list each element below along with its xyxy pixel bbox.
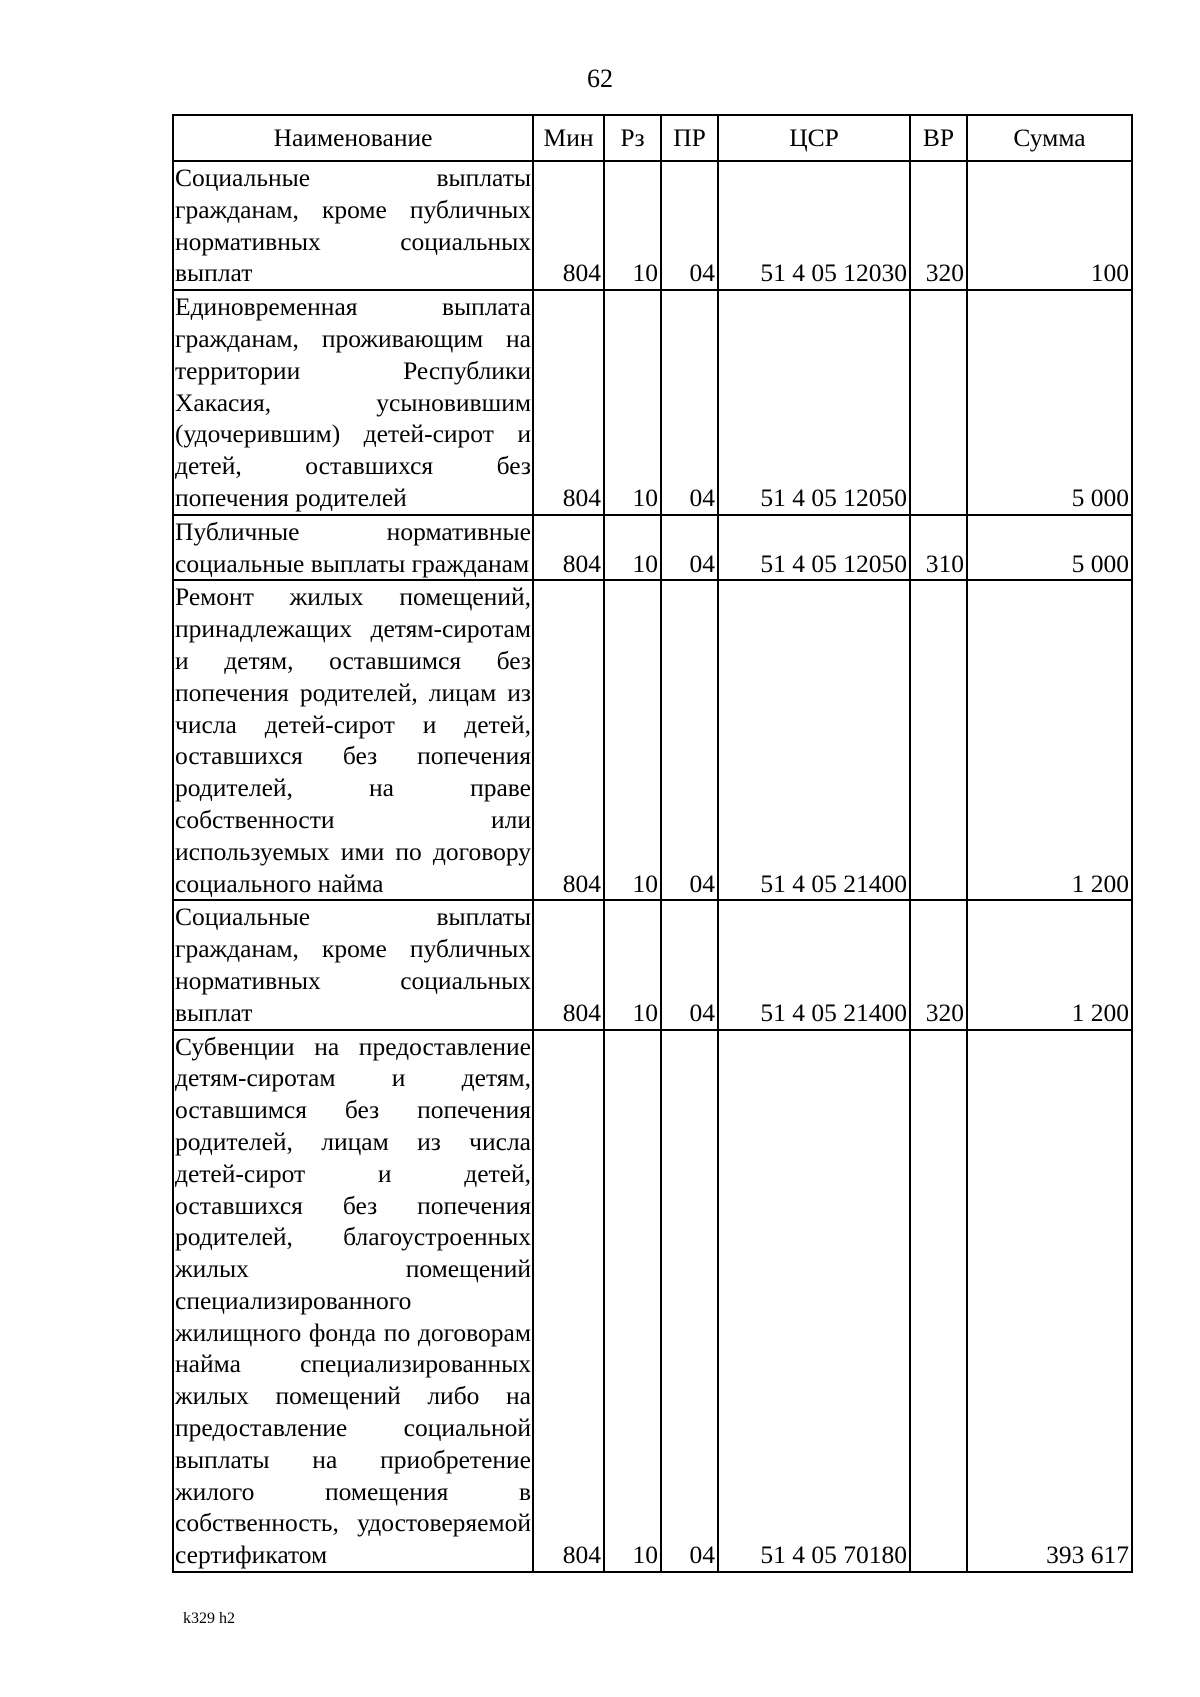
budget-table bbox=[172, 114, 1133, 1573]
row-pr: 04 bbox=[661, 900, 718, 1029]
row-sum: 1 200 bbox=[967, 900, 1132, 1029]
row-name: Субвенции на предоставление детям-сиротам и детям, оставшимся без попечения родителей, лицам из числа детей-сирот и детей, оставшихся без попечения родителей, благоустроенных жилых помещений специализированного жилищного фонда по договорам найма специализированных жилых помещений либо на предоставление социальной выплаты на приобретение жилого помещения в собственность, удостоверяемой сертификатом bbox=[173, 1030, 533, 1573]
row-csr: 51 4 05 12050 bbox=[718, 290, 910, 515]
row-pr: 04 bbox=[661, 1030, 718, 1573]
table-row bbox=[173, 515, 1132, 581]
header-vr: ВР bbox=[910, 115, 967, 161]
row-sum: 393 617 bbox=[967, 1030, 1132, 1573]
document-code: k329 h2 bbox=[183, 1610, 235, 1627]
row-name: Социальные выплаты гражданам, кроме публичных нормативных социальных выплат bbox=[173, 161, 533, 290]
row-csr: 51 4 05 70180 bbox=[718, 1030, 910, 1573]
row-pr: 04 bbox=[661, 515, 718, 581]
header-csr: ЦСР bbox=[718, 115, 910, 161]
row-pr: 04 bbox=[661, 290, 718, 515]
row-csr: 51 4 05 12030 bbox=[718, 161, 910, 290]
row-sum: 100 bbox=[967, 161, 1132, 290]
row-sum: 5 000 bbox=[967, 290, 1132, 515]
header-min: Мин bbox=[533, 115, 604, 161]
row-min: 804 bbox=[533, 1030, 604, 1573]
row-min: 804 bbox=[533, 580, 604, 900]
row-rz: 10 bbox=[604, 290, 661, 515]
row-vr: 320 bbox=[910, 161, 967, 290]
row-min: 804 bbox=[533, 515, 604, 581]
row-csr: 51 4 05 12050 bbox=[718, 515, 910, 581]
row-sum: 1 200 bbox=[967, 580, 1132, 900]
page-number: 62 bbox=[587, 64, 613, 93]
row-min: 804 bbox=[533, 290, 604, 515]
row-csr: 51 4 05 21400 bbox=[718, 580, 910, 900]
row-pr: 04 bbox=[661, 161, 718, 290]
row-vr: 320 bbox=[910, 900, 967, 1029]
row-min: 804 bbox=[533, 900, 604, 1029]
header-rz: Рз bbox=[604, 115, 661, 161]
table-row bbox=[173, 900, 1132, 1029]
row-vr bbox=[910, 290, 967, 515]
row-min: 804 bbox=[533, 161, 604, 290]
table-row bbox=[173, 290, 1132, 515]
row-rz: 10 bbox=[604, 515, 661, 581]
row-vr bbox=[910, 1030, 967, 1573]
header-name: Наименование bbox=[173, 115, 533, 161]
row-rz: 10 bbox=[604, 1030, 661, 1573]
header-pr: ПР bbox=[661, 115, 718, 161]
row-name: Публичные нормативные социальные выплаты гражданам bbox=[173, 515, 533, 581]
row-name: Единовременная выплата гражданам, проживающим на территории Республики Хакасия, усыновившим (удочерившим) детей-сирот и детей, оставшихся без попечения родителей bbox=[173, 290, 533, 515]
table-header-row bbox=[173, 115, 1132, 161]
row-vr: 310 bbox=[910, 515, 967, 581]
header-sum: Сумма bbox=[967, 115, 1132, 161]
row-rz: 10 bbox=[604, 161, 661, 290]
row-vr bbox=[910, 580, 967, 900]
row-csr: 51 4 05 21400 bbox=[718, 900, 910, 1029]
row-name: Ремонт жилых помещений, принадлежащих детям-сиротам и детям, оставшимся без попечения родителей, лицам из числа детей-сирот и детей, оставшихся без попечения родителей, на праве собственности или используемых ими по договору социального найма bbox=[173, 580, 533, 900]
row-rz: 10 bbox=[604, 580, 661, 900]
row-pr: 04 bbox=[661, 580, 718, 900]
table-row bbox=[173, 1030, 1132, 1573]
row-rz: 10 bbox=[604, 900, 661, 1029]
row-name: Социальные выплаты гражданам, кроме публичных нормативных социальных выплат bbox=[173, 900, 533, 1029]
table-row bbox=[173, 161, 1132, 290]
row-sum: 5 000 bbox=[967, 515, 1132, 581]
table-row bbox=[173, 580, 1132, 900]
